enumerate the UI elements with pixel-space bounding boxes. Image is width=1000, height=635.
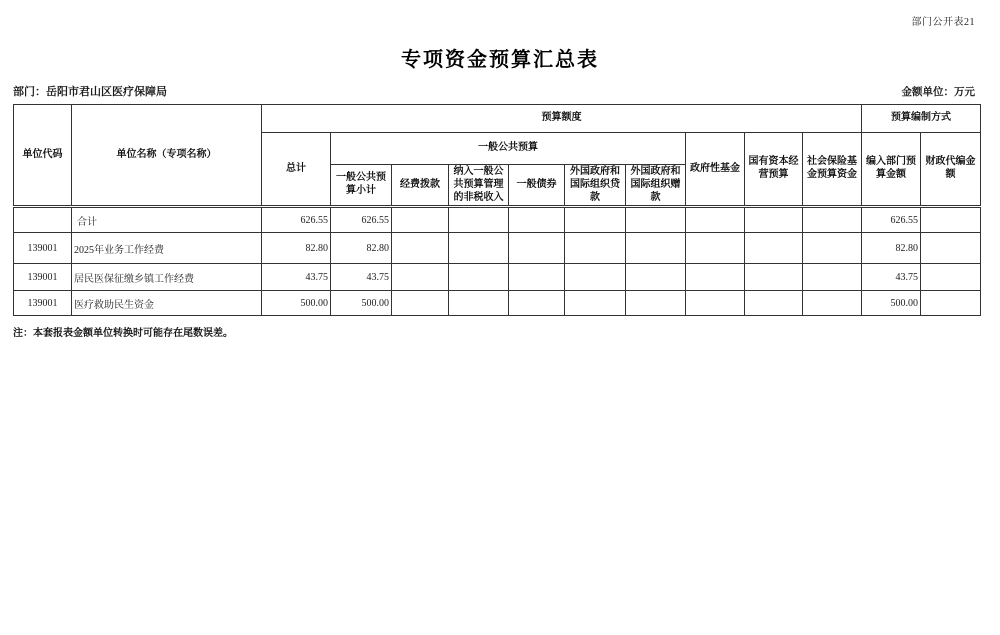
cell-government-funds	[686, 233, 745, 264]
col-group-budget-amount: 预算额度	[262, 105, 862, 133]
cell-non-tax-income	[449, 264, 509, 291]
cell-social-insurance	[803, 264, 862, 291]
cell-foreign-loans	[565, 264, 626, 291]
table-row	[14, 233, 981, 264]
page-title: 专项资金预算汇总表	[401, 49, 599, 71]
cell-government-funds	[686, 264, 745, 291]
cell-expense-allocation	[392, 291, 449, 316]
cell-foreign-grants	[626, 233, 686, 264]
cell-social-insurance	[803, 233, 862, 264]
col-header-total: 总计	[262, 133, 331, 207]
col-group-general-public: 一般公共预算	[331, 133, 686, 165]
cell-dept-budget-amount: 626.55	[862, 207, 921, 233]
col-header-non-tax-income: 纳入一般公共预算管理的非税收入	[449, 165, 509, 207]
col-header-social-insurance: 社会保险基金预算资金	[803, 133, 862, 207]
cell-total: 82.80	[262, 233, 331, 264]
cell-state-capital	[745, 264, 803, 291]
cell-gp-subtotal: 626.55	[331, 207, 392, 233]
col-header-foreign-loans: 外国政府和国际组织贷款	[565, 165, 626, 207]
cell-foreign-loans	[565, 291, 626, 316]
col-header-fiscal-agency-amount: 财政代编金额	[921, 133, 981, 207]
col-header-unit-name: 单位名称（专项名称）	[72, 105, 262, 207]
cell-government-funds	[686, 207, 745, 233]
cell-gp-subtotal: 43.75	[331, 264, 392, 291]
table-row	[14, 264, 981, 291]
department-label: 部门：岳阳市君山区医疗保障局	[13, 86, 167, 98]
cell-total: 43.75	[262, 264, 331, 291]
col-header-state-capital: 国有资本经营预算	[745, 133, 803, 207]
cell-fiscal-agency-amount	[921, 264, 981, 291]
cell-expense-allocation	[392, 207, 449, 233]
cell-foreign-grants	[626, 207, 686, 233]
cell-unit-code	[14, 207, 72, 233]
cell-unit-code: 139001	[14, 264, 72, 291]
cell-social-insurance	[803, 207, 862, 233]
cell-fiscal-agency-amount	[921, 207, 981, 233]
cell-unit-name: 居民医保征缴乡镇工作经费	[72, 264, 262, 291]
cell-social-insurance	[803, 291, 862, 316]
cell-unit-code: 139001	[14, 233, 72, 264]
col-group-budget-method: 预算编制方式	[862, 105, 981, 133]
cell-state-capital	[745, 233, 803, 264]
cell-dept-budget-amount: 500.00	[862, 291, 921, 316]
cell-foreign-grants	[626, 264, 686, 291]
col-header-government-funds: 政府性基金	[686, 133, 745, 207]
cell-unit-name: 医疗救助民生资金	[72, 291, 262, 316]
col-header-general-bonds: 一般债券	[509, 165, 565, 207]
col-header-dept-budget-amount: 编入部门预算金额	[862, 133, 921, 207]
col-header-gp-subtotal: 一般公共预算小计	[331, 165, 392, 207]
cell-non-tax-income	[449, 233, 509, 264]
meta-line	[13, 83, 975, 99]
cell-fiscal-agency-amount	[921, 291, 981, 316]
cell-gp-subtotal: 500.00	[331, 291, 392, 316]
cell-dept-budget-amount: 82.80	[862, 233, 921, 264]
table-row	[14, 291, 981, 316]
cell-general-bonds	[509, 233, 565, 264]
col-header-unit-code: 单位代码	[14, 105, 72, 207]
cell-general-bonds	[509, 291, 565, 316]
col-header-expense-allocation: 经费拨款	[392, 165, 449, 207]
cell-total: 500.00	[262, 291, 331, 316]
cell-foreign-loans	[565, 233, 626, 264]
budget-table	[13, 104, 981, 316]
cell-general-bonds	[509, 207, 565, 233]
footnote: 注：本套报表金额单位转换时可能存在尾数误差。	[13, 328, 233, 339]
table-row-total	[14, 207, 981, 233]
col-header-foreign-grants: 外国政府和国际组织赠款	[626, 165, 686, 207]
cell-total: 626.55	[262, 207, 331, 233]
header-row-1	[14, 105, 981, 133]
corner-label: 部门公开表21	[911, 17, 975, 28]
cell-unit-name: 2025年业务工作经费	[72, 233, 262, 264]
cell-expense-allocation	[392, 264, 449, 291]
cell-unit-name: 合计	[72, 207, 262, 233]
cell-government-funds	[686, 291, 745, 316]
cell-gp-subtotal: 82.80	[331, 233, 392, 264]
cell-foreign-loans	[565, 207, 626, 233]
cell-unit-code: 139001	[14, 291, 72, 316]
cell-state-capital	[745, 291, 803, 316]
cell-non-tax-income	[449, 291, 509, 316]
cell-foreign-grants	[626, 291, 686, 316]
cell-state-capital	[745, 207, 803, 233]
cell-non-tax-income	[449, 207, 509, 233]
cell-general-bonds	[509, 264, 565, 291]
cell-expense-allocation	[392, 233, 449, 264]
cell-dept-budget-amount: 43.75	[862, 264, 921, 291]
amount-unit-label: 金额单位：万元	[901, 87, 975, 98]
cell-fiscal-agency-amount	[921, 233, 981, 264]
